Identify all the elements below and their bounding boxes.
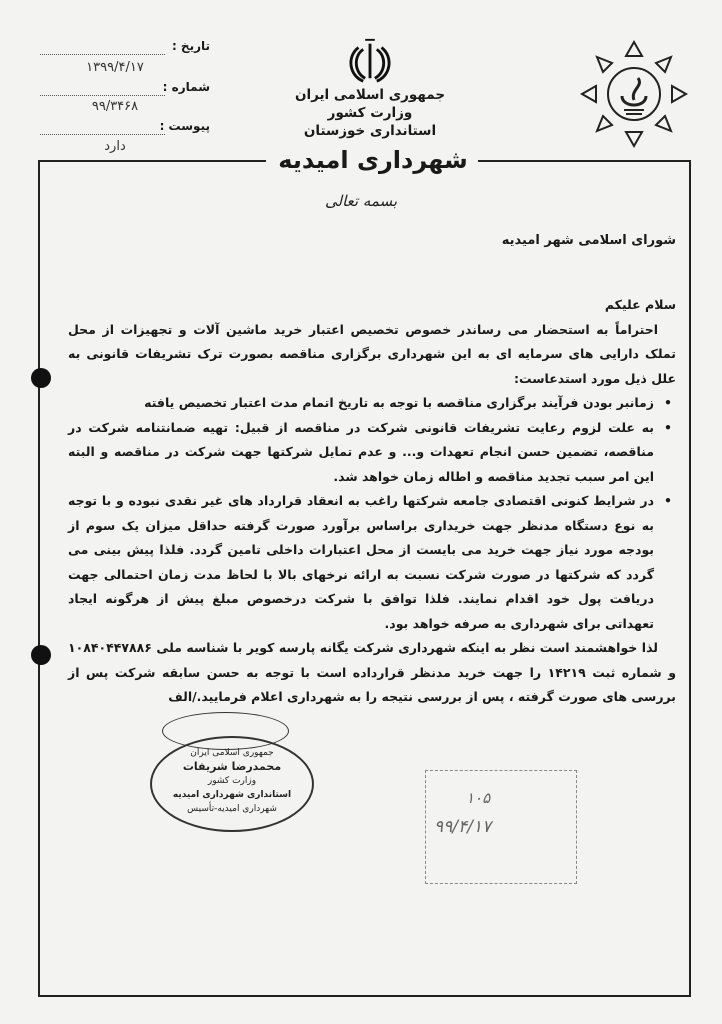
frame-top-right xyxy=(478,160,690,162)
list-item: • به علت لزوم رعایت تشریفات قانونی شرکت در مناقصه از قبیل: تهیه ضمانتنامه شرکت در مناقصه، تضمین حسن انجام تعهدات و... و عدم تمایل شرکتها جهت شرکت در مناقصه و البته این امر سبب تجدید مناقصه و اطاله زمان خواهد شد. xyxy=(68,416,654,490)
frame-bottom xyxy=(38,995,691,997)
recipient: شورای اسلامی شهر امیدیه xyxy=(501,233,676,248)
attachment-label: پیوست : xyxy=(159,119,210,133)
signature-loop xyxy=(162,712,289,750)
frame-top-left xyxy=(38,160,266,162)
receipt-date: ۹۹/۴/۱۷ xyxy=(434,817,492,837)
greeting: سلام علیکم xyxy=(604,297,676,312)
intro-paragraph: احتراماً به استحضار می رساندر خصوص تخصیص اعتبار خرید ماشین آلات و تجهیزات از محل تملک دارایی های سرمایه ای به این شهرداری برگزاری مناقصه بصورت ترک تشریفات قانونی به علل ذیل مورد استدعاست: xyxy=(68,321,676,386)
date-value: ۱۳۹۹/۴/۱۷ xyxy=(86,60,144,75)
municipality-logo-icon xyxy=(578,38,690,150)
attachment-line xyxy=(40,134,165,135)
punch-hole xyxy=(31,368,51,388)
date-line xyxy=(40,54,165,55)
frame-left xyxy=(38,160,40,996)
receipt-stamp xyxy=(425,770,577,884)
seal-name: محمدرضا شریفات xyxy=(182,760,282,773)
province-name: استانداری خوزستان xyxy=(303,123,437,139)
number-label: شماره : xyxy=(162,80,210,94)
closing-paragraph: لذا خواهشمند است نظر به اینکه شهرداری شرکت یگانه پارسه کویر با شناسه ملی ۱۰۸۴۰۴۴۷۸۸۶ و شماره ثبت ۱۴۲۱۹ را جهت خرید مدنظر قرارداده است با توجه به حسن سابقه شرکت پس از بررسی های صورت گرفته ، پس از بررسی نتیجه را به شهرداری اعلام فرمایید./الف xyxy=(68,640,676,704)
municipality-title: شهرداری امیدیه xyxy=(278,146,468,174)
seal-line5: شهرداری امیدیه-تأسیس xyxy=(187,804,277,814)
number-line xyxy=(40,95,165,96)
official-seal xyxy=(150,736,314,832)
seal-line1: جمهوری اسلامی ایران xyxy=(190,748,274,758)
basmala: بسمه تعالی xyxy=(325,192,398,210)
iran-emblem-icon xyxy=(345,36,395,84)
seal-line4: استانداری شهرداری امیدیه xyxy=(172,790,292,800)
attachment-value: دارد xyxy=(104,139,126,154)
reasons-list xyxy=(68,391,676,636)
date-label: تاریخ : xyxy=(171,39,210,53)
receipt-number: ۱۰۵ xyxy=(466,789,491,807)
ministry-name: وزارت کشور xyxy=(327,105,413,121)
seal-line3: وزارت کشور xyxy=(207,776,257,786)
frame-right xyxy=(689,160,691,996)
country-name: جمهوری اسلامی ایران xyxy=(294,87,446,103)
letterhead-center xyxy=(270,86,470,140)
punch-hole xyxy=(31,645,51,665)
number-value: ۹۹/۳۴۶۸ xyxy=(91,99,139,114)
list-item: • در شرایط کنونی اقتصادی جامعه شرکتها راغب به انعقاد قرارداد های غیر نقدی نبوده و با توجه به نوع دستگاه مدنظر جهت خریداری براساس برآورد صورت گرفته حداقل میزان یک سوم از بودجه مورد نیاز جهت خرید می بایست از محل اعتبارات داخلی تامین گردد. فلذا پیش بینی می گردد که شرکتها در صورت شرکت نسبت به ارائه نرخهای بالا با لحاظ مدت زمان احتمالی جهت دریافت پول خود اقدام نمایند. فلذا توافق با شرکت درخصوص مبلغ پیش از هرگونه ایجاد تعهداتی برای شهرداری به صرفه خواهد بود. xyxy=(68,489,654,636)
list-item: • زمانبر بودن فرآیند برگزاری مناقصه با توجه به تاریخ اتمام مدت اعتبار تخصیص یافته xyxy=(68,391,654,416)
letter-body xyxy=(68,293,676,710)
